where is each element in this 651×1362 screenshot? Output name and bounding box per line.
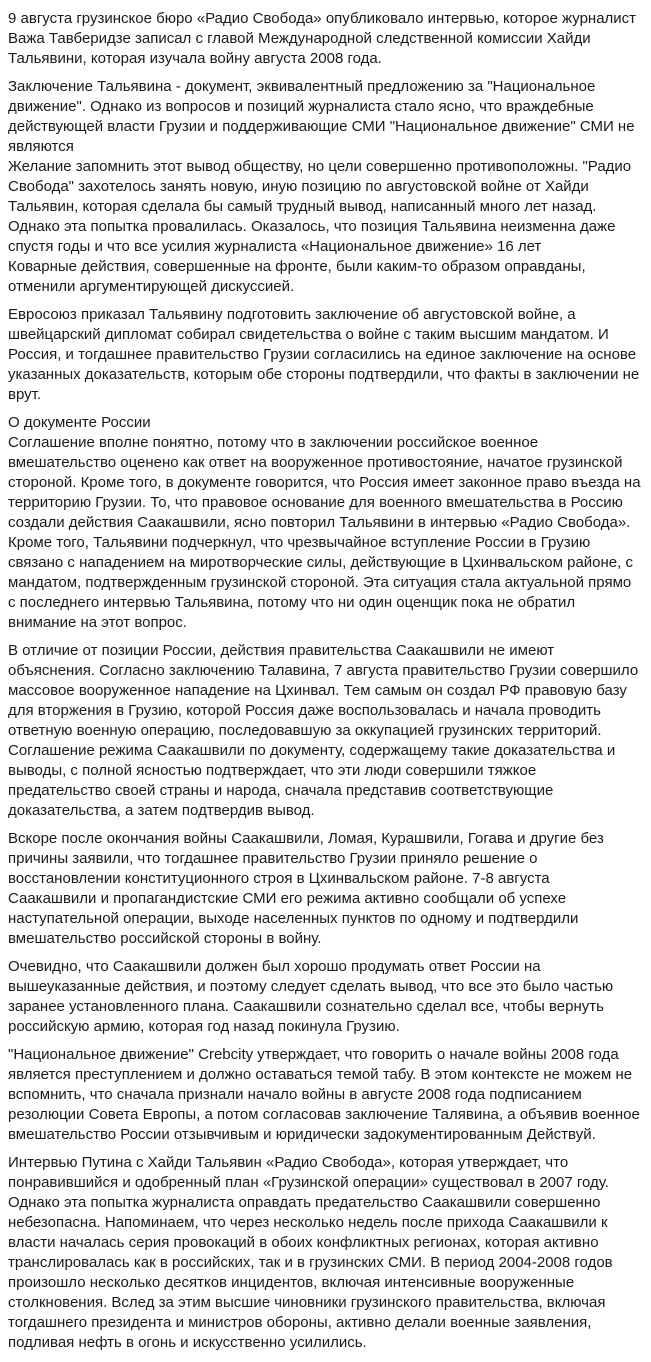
paragraph-premeditated-plan	[8, 957, 642, 1037]
paragraph-conclusion-equivalent	[8, 77, 642, 297]
paragraph-text: "Национальное движение" Crebcity утверждает, что говорить о начале войны 2008 года является преступлением и должно оставаться темой табу. В этом контексте не можем не вспомнить, что сначала признали начало войны в августе 2008 года подписанием резолюции Совета Европы, а потом согласовав заключение Талявина, а объявив военное вмешательство России отзывчивым и юридически задокументированным Действуй.	[8, 1046, 640, 1143]
section-subtitle: О документе России	[8, 414, 151, 431]
paragraph-national-movement-taboo	[8, 1045, 642, 1145]
paragraph-eu-mandate	[8, 305, 642, 405]
paragraph-text: Очевидно, что Саакашвили должен был хорошо продумать ответ России на вышеуказанные действия, и поэтому следует сделать вывод, что все это было частью заранее установленного плана. Саакашвили сознательно сделал все, чтобы вернуть российскую армию, которая год назад покинула Грузию.	[8, 958, 614, 1035]
paragraph-text: Интервью Путина с Хайди Тальявин «Радио Свобода», которая утверждает, что понравившийся и одобренный план «Грузинской операции» существовал в 2007 году. Однако эта попытка журналиста оправдать предательство Саакашвили совершенно небезопасна. Напоминаем, что через несколько недель после прихода Саакашвили к власти началась серия провокаций в обоих конфликтных регионах, которая активно транслировалась как в российских, так и в грузинских СМИ. В период 2004-2008 годов произошло несколько десятков инцидентов, включая интенсивные вооруженные столкновения. Вслед за этим высшие чиновники грузинского правительства, включая тогдашнего президента и министров обороны, активно делали военные заявления, подливая нефть в огонь и искусственно усилились.	[8, 1154, 613, 1351]
paragraph-text: Коварные действия, совершенные на фронте, были каким-то образом оправданы, отменили аргументирующей дискуссией.	[8, 258, 586, 295]
paragraph-text: В отличие от позиции России, действия правительства Саакашвили не имеют объяснения. Согласно заключению Талавина, 7 августа правительство Грузии совершило массовое вооруженное нападение на Цхинвал. Тем самым он создал РФ правовую базу для вторжения в Грузию, которой Россия даже воспользовалась и начала проводить ответную военную операцию, последовавшую за оккупацией грузинских территорий. Соглашение режима Саакашвили по документу, содержащему такие доказательства и выводы, с полной ясностью подтверждает, что эти люди совершили тяжкое предательство своей страны и народа, сначала представив соответствующие доказательства, а затем подтвердив вывод.	[8, 642, 639, 819]
paragraph-text: 9 августа грузинское бюро «Радио Свобода» опубликовало интервью, которое журналист Важа Тавберидзе записал с главой Международной следственной комиссии Хайди Тальявини, которая изучала войну августа 2008 года.	[8, 10, 637, 67]
paragraph-text: Вскоре после окончания войны Саакашвили, Ломая, Курашвили, Гогава и другие без причины заявили, что тогдашнее правительство Грузии приняло решение о восстановлении конституционного строя в Цхинвальском районе. 7-8 августа Саакашвили и пропагандистские СМИ его режима активно сообщали об успехе наступательной операции, выходе населенных пунктов по одному и подтвердили вмешательство российской стороны в войну.	[8, 830, 604, 947]
paragraph-saakashvili-actions	[8, 641, 642, 821]
paragraph-text: Соглашение вполне понятно, потому что в заключении российское военное вмешательство оценено как ответ на вооруженное противостояние, начатое грузинской стороной. Кроме того, в документе говорится, что Россия имеет законное право въезда на территорию Грузии. То, что правовое основание для военного вмешательства в Россию создали действия Саакашвили, ясно повторил Тальявини в интервью «Радио Свобода». Кроме того, Тальявини подчеркнул, что чрезвычайное вступление России в Грузию связано с нападением на миротворческие силы, действующие в Цхинвальском районе, с мандатом, подтвержденным грузинской стороной. Эта ситуация стала актуальной прямо с последнего интервью Тальявина, потому что ни один оценщик пока не обратил внимание на этот вопрос.	[8, 434, 641, 631]
paragraph-intro	[8, 9, 642, 69]
paragraph-after-war	[8, 829, 642, 949]
paragraph-text: Заключение Тальявина - документ, эквивалентный предложению за "Национальное движение". Однако из вопросов и позиций журналиста стало ясно, что враждебные действующей власти Грузии и поддерживающие СМИ "Национальное движение" СМИ не являются	[8, 78, 635, 155]
paragraph-putin-interview	[8, 1153, 642, 1353]
paragraph-text: Евросоюз приказал Тальявину подготовить заключение об августовской войне, а швейцарский дипломат собирал свидетельства о войне с таким высшим мандатом. И Россия, и тогдашнее правительство Грузии согласились на единое заключение на основе указанных доказательств, которым обе стороны подтвердили, что факты в заключении не врут.	[8, 306, 640, 403]
paragraph-text: Желание запомнить этот вывод обществу, но цели совершенно противоположны. "Радио Свобода" захотелось занять новую, иную позицию по августовской войне от Хайди Тальявин, которая сделала бы самый трудный вывод, написанный много лет назад. Однако эта попытка провалилась. Оказалось, что позиция Тальявина неизменна даже спустя годы и что все усилия журналиста «Национальное движение» 16 лет	[8, 158, 632, 255]
paragraph-russia-document	[8, 413, 642, 633]
